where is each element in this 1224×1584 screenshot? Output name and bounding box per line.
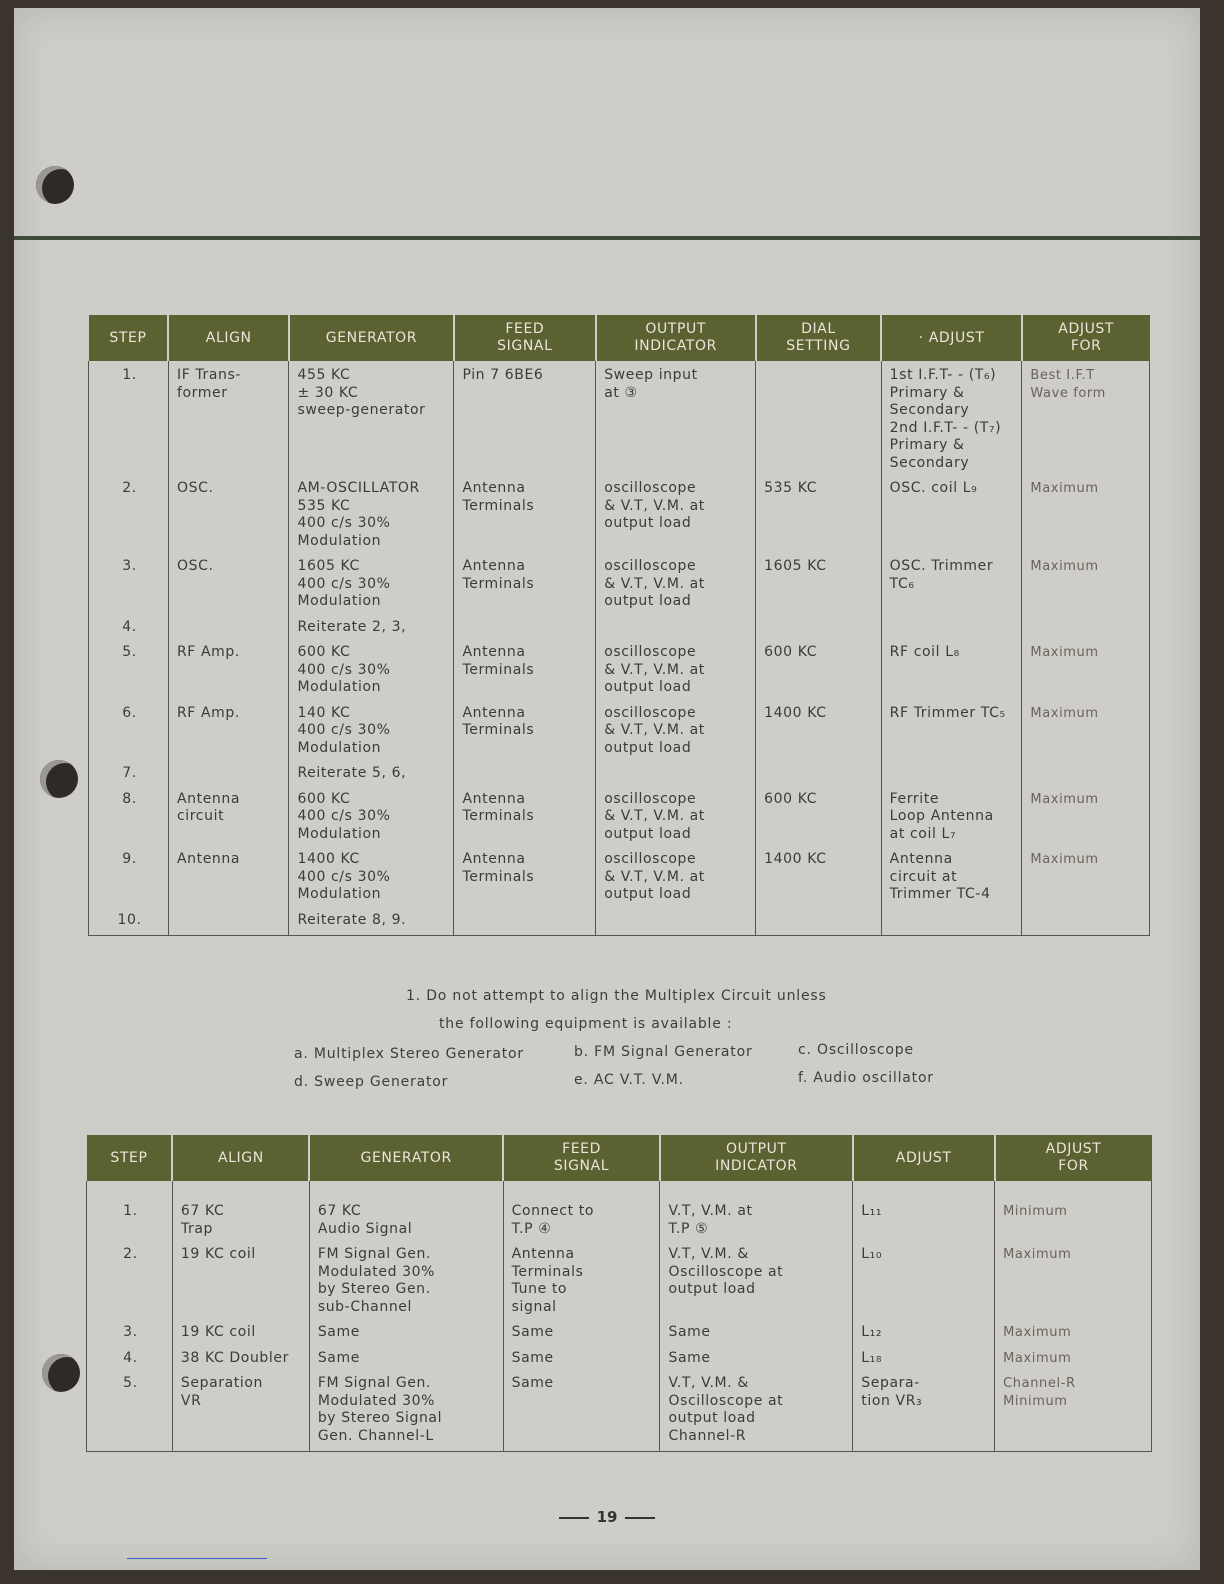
table-cell: OSC.: [168, 478, 288, 556]
header-cell: ADJUST FOR: [1022, 315, 1150, 361]
table-cell: OSC. coil L₉: [881, 478, 1022, 556]
header-cell: ALIGN: [168, 315, 288, 361]
equipment-e: e. AC V.T. V.M.: [574, 1072, 684, 1088]
table-cell: [1022, 763, 1150, 789]
table-cell: 600 KC: [756, 789, 882, 850]
table-cell: 6.: [89, 703, 169, 764]
table-cell: [596, 763, 756, 789]
table-cell: Maximum: [1022, 556, 1150, 617]
table-cell: Maximum: [1022, 478, 1150, 556]
table-cell: 1.: [87, 1181, 173, 1244]
table-cell: Antenna Terminals Tune to signal: [503, 1244, 660, 1322]
table-cell: Same: [503, 1348, 660, 1374]
table-cell: Antenna Terminals: [454, 556, 596, 617]
header-cell: GENERATOR: [289, 315, 454, 361]
edge-mark: [127, 1558, 267, 1559]
table-row: [87, 1244, 1152, 1322]
table-cell: 455 KC ± 30 KC sweep-generator: [289, 361, 454, 478]
table-row: [89, 361, 1150, 478]
table-cell: 3.: [89, 556, 169, 617]
header-cell: ADJUST FOR: [995, 1135, 1152, 1181]
table-row: [89, 763, 1150, 789]
table-cell: oscilloscope & V.T, V.M. at output load: [596, 703, 756, 764]
table-row: [89, 849, 1150, 910]
table-cell: 19 KC coil: [172, 1322, 309, 1348]
table-row: [89, 642, 1150, 703]
table-cell: Maximum: [995, 1322, 1152, 1348]
table-cell: [1022, 910, 1150, 936]
table-cell: 1400 KC 400 c/s 30% Modulation: [289, 849, 454, 910]
table-cell: Same: [660, 1348, 853, 1374]
table-cell: FM Signal Gen. Modulated 30% by Stereo Signal Gen. Channel-L: [309, 1373, 503, 1452]
table-cell: oscilloscope & V.T, V.M. at output load: [596, 642, 756, 703]
punch-hole-bottom: [42, 1354, 80, 1392]
table-cell: Same: [660, 1322, 853, 1348]
multiplex-alignment-table: [86, 1135, 1152, 1452]
table-cell: Channel-R Minimum: [995, 1373, 1152, 1452]
table-cell: 1400 KC: [756, 849, 882, 910]
table-cell: Maximum: [995, 1348, 1152, 1374]
table-cell: RF Amp.: [168, 703, 288, 764]
table-cell: [454, 910, 596, 936]
table-cell: Maximum: [995, 1244, 1152, 1322]
table-row: [87, 1348, 1152, 1374]
note-line-2: the following equipment is available :: [439, 1016, 733, 1032]
table-cell: Same: [309, 1348, 503, 1374]
table-cell: [168, 910, 288, 936]
table-cell: Pin 7 6BE6: [454, 361, 596, 478]
table-cell: Best I.F.T Wave form: [1022, 361, 1150, 478]
table-cell: 19 KC coil: [172, 1244, 309, 1322]
page-divider: [14, 236, 1200, 240]
header-cell: OUTPUT INDICATOR: [660, 1135, 853, 1181]
table-cell: Antenna circuit: [168, 789, 288, 850]
equipment-f: f. Audio oscillator: [798, 1070, 934, 1086]
header-cell: OUTPUT INDICATOR: [596, 315, 756, 361]
table-cell: Antenna circuit at Trimmer TC-4: [881, 849, 1022, 910]
table-cell: L₁₀: [853, 1244, 995, 1322]
table-cell: 1605 KC 400 c/s 30% Modulation: [289, 556, 454, 617]
table-cell: 600 KC: [756, 642, 882, 703]
table-cell: [454, 617, 596, 643]
table-cell: Maximum: [1022, 789, 1150, 850]
table-row: [87, 1322, 1152, 1348]
table-cell: 600 KC 400 c/s 30% Modulation: [289, 642, 454, 703]
table-cell: Same: [503, 1322, 660, 1348]
table-cell: Antenna Terminals: [454, 849, 596, 910]
table-cell: [756, 617, 882, 643]
table-cell: Antenna Terminals: [454, 789, 596, 850]
equipment-a: a. Multiplex Stereo Generator: [294, 1046, 524, 1062]
table-cell: Sweep input at ③: [596, 361, 756, 478]
header-cell: ALIGN: [172, 1135, 309, 1181]
table-cell: Maximum: [1022, 849, 1150, 910]
header-cell: · ADJUST: [881, 315, 1022, 361]
table-row: [87, 1181, 1152, 1244]
equipment-d: d. Sweep Generator: [294, 1074, 449, 1090]
table-cell: Same: [309, 1322, 503, 1348]
header-cell: GENERATOR: [309, 1135, 503, 1181]
table-cell: [756, 361, 882, 478]
table-cell: [1022, 617, 1150, 643]
table-cell: L₁₁: [853, 1181, 995, 1244]
punch-hole-top: [36, 166, 74, 204]
table-cell: 600 KC 400 c/s 30% Modulation: [289, 789, 454, 850]
header-cell: DIAL SETTING: [756, 315, 882, 361]
table-cell: Ferrite Loop Antenna at coil L₇: [881, 789, 1022, 850]
table-cell: Reiterate 5, 6,: [289, 763, 454, 789]
table-cell: L₁₂: [853, 1322, 995, 1348]
page-number: 19: [14, 1508, 1200, 1526]
table-row: [89, 789, 1150, 850]
table-cell: 140 KC 400 c/s 30% Modulation: [289, 703, 454, 764]
table-cell: Antenna Terminals: [454, 478, 596, 556]
table-cell: L₁₈: [853, 1348, 995, 1374]
table-cell: [454, 763, 596, 789]
table-cell: 4.: [89, 617, 169, 643]
table-row: [87, 1373, 1152, 1452]
equipment-c: c. Oscilloscope: [798, 1042, 914, 1058]
table-cell: OSC.: [168, 556, 288, 617]
table-cell: 4.: [87, 1348, 173, 1374]
table-cell: Connect to T.P ④: [503, 1181, 660, 1244]
header-cell: STEP: [89, 315, 169, 361]
table-row: [89, 556, 1150, 617]
table-cell: Antenna: [168, 849, 288, 910]
table-cell: 2.: [89, 478, 169, 556]
table-cell: V.T, V.M. at T.P ⑤: [660, 1181, 853, 1244]
table-cell: oscilloscope & V.T, V.M. at output load: [596, 789, 756, 850]
table-row: [89, 478, 1150, 556]
equipment-b: b. FM Signal Generator: [574, 1044, 753, 1060]
table-cell: [881, 910, 1022, 936]
table-cell: 2.: [87, 1244, 173, 1322]
punch-hole-middle: [40, 760, 78, 798]
am-alignment-table: [88, 315, 1150, 936]
table-cell: 10.: [89, 910, 169, 936]
table-cell: 535 KC: [756, 478, 882, 556]
table-row: [89, 910, 1150, 936]
table-row: [89, 703, 1150, 764]
table-cell: Same: [503, 1373, 660, 1452]
header-cell: FEED SIGNAL: [503, 1135, 660, 1181]
table-cell: [881, 617, 1022, 643]
table-cell: V.T, V.M. & Oscilloscope at output load Channel-R: [660, 1373, 853, 1452]
table-cell: 5.: [87, 1373, 173, 1452]
manual-page: [14, 8, 1200, 1570]
table-cell: oscilloscope & V.T, V.M. at output load: [596, 478, 756, 556]
table-cell: RF Amp.: [168, 642, 288, 703]
table-cell: [168, 617, 288, 643]
table-cell: Separa- tion VR₃: [853, 1373, 995, 1452]
table-cell: [881, 763, 1022, 789]
table-cell: OSC. Trimmer TC₆: [881, 556, 1022, 617]
header-cell: ADJUST: [853, 1135, 995, 1181]
table-cell: 67 KC Audio Signal: [309, 1181, 503, 1244]
table-cell: Minimum: [995, 1181, 1152, 1244]
table-cell: [596, 617, 756, 643]
table-cell: RF Trimmer TC₅: [881, 703, 1022, 764]
table-cell: 1.: [89, 361, 169, 478]
table-cell: Maximum: [1022, 642, 1150, 703]
table-cell: [596, 910, 756, 936]
table-cell: Reiterate 8, 9.: [289, 910, 454, 936]
header-cell: STEP: [87, 1135, 173, 1181]
table-cell: Maximum: [1022, 703, 1150, 764]
table-cell: 1400 KC: [756, 703, 882, 764]
table-cell: AM-OSCILLATOR 535 KC 400 c/s 30% Modulation: [289, 478, 454, 556]
table-cell: 5.: [89, 642, 169, 703]
table-cell: IF Trans- former: [168, 361, 288, 478]
table-cell: [756, 910, 882, 936]
table-cell: Antenna Terminals: [454, 703, 596, 764]
table-cell: 1st I.F.T- - (T₆) Primary & Secondary 2nd I.F.T- - (T₇) Primary & Secondary: [881, 361, 1022, 478]
header-cell: FEED SIGNAL: [454, 315, 596, 361]
table-cell: V.T, V.M. & Oscilloscope at output load: [660, 1244, 853, 1322]
table-cell: FM Signal Gen. Modulated 30% by Stereo Gen. sub-Channel: [309, 1244, 503, 1322]
table-cell: RF coil L₈: [881, 642, 1022, 703]
table-cell: [756, 763, 882, 789]
table-cell: 67 KC Trap: [172, 1181, 309, 1244]
table-cell: 38 KC Doubler: [172, 1348, 309, 1374]
table-cell: [168, 763, 288, 789]
table-cell: 7.: [89, 763, 169, 789]
table-cell: oscilloscope & V.T, V.M. at output load: [596, 556, 756, 617]
table-cell: 3.: [87, 1322, 173, 1348]
table-row: [89, 617, 1150, 643]
table-cell: 8.: [89, 789, 169, 850]
table-cell: Reiterate 2, 3,: [289, 617, 454, 643]
table-cell: 9.: [89, 849, 169, 910]
table-cell: 1605 KC: [756, 556, 882, 617]
note-line-1: 1. Do not attempt to align the Multiplex Circuit unless: [406, 988, 827, 1004]
table-cell: oscilloscope & V.T, V.M. at output load: [596, 849, 756, 910]
table-cell: Antenna Terminals: [454, 642, 596, 703]
table-cell: Separation VR: [172, 1373, 309, 1452]
